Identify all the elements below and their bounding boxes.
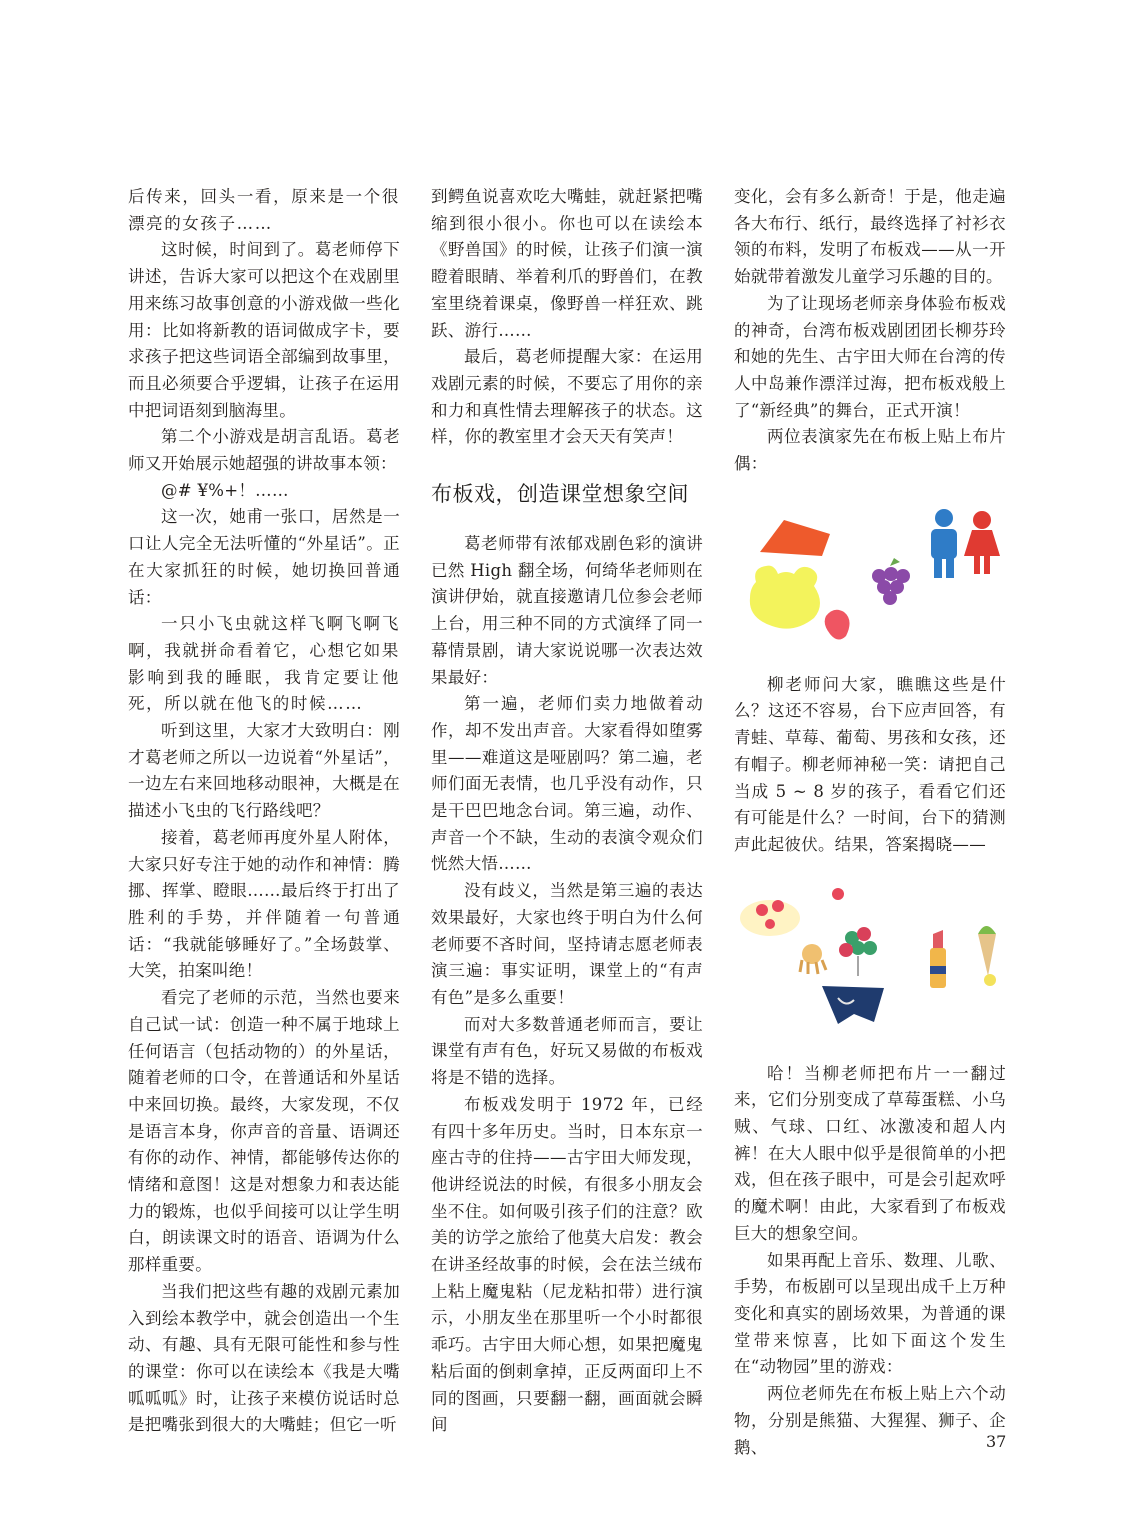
text-column-left [128,184,400,1439]
hat-felt-piece [760,520,830,556]
quoted-story: 一只小飞虫就这样飞啊飞啊飞啊，我就拼命看着它，心想它如果影响到我的睡眠，我肯定要让他死，所以就在他飞的时候…… [128,614,400,714]
squid-piece [800,944,826,974]
paragraph: 看完了老师的示范，当然也要来自己试一试：创造一种不属于地球上任何语言（包括动物的）的外星话，随着老师的口令，在普通话和外星话中来回切换。最终，大家发现，不仅是语言本身，你声音的音量、语调还有你的动作、神情，都能够传达你的情绪和意图！这是对想象力和表达能力的锻炼，也似乎间接可以让学生明白，朗读课文时的语音、语调为什么那样重要。 [128,988,400,1275]
paragraph: 没有歧义，当然是第三遍的表达效果最好，大家也终于明白为什么何老师要不吝时间，坚持请志愿老师表演三遍：事实证明，课堂上的“有声有色”是多么重要！ [431,881,703,1007]
paragraph: 第二个小游戏是胡言乱语。葛老师又开始展示她超强的讲故事本领： [128,427,400,474]
paragraph: 第一遍，老师们卖力地做着动作，却不发出声音。大家看得如堕雾里——难道这是哑剧吗？第二遍，老师们面无表情，也几乎没有动作，只是干巴巴地念台词。第三遍，动作、声音一个不缺，生动的表演令观众们恍然大悟…… [431,694,703,874]
paragraph: 接着，葛老师再度外星人附体，大家只好专注于她的动作和神情：腾挪、挥掌、瞪眼……最后终于打出了胜利的手势，并伴随着一句普通话：“我就能够睡好了。”全场鼓掌、大笑，拍案叫绝！ [128,827,400,981]
alien-speech: @# ¥%+！…… [161,480,289,500]
girl-felt-piece [964,511,1000,574]
lipstick-piece [930,930,946,988]
boy-felt-piece [931,509,957,578]
felt-puppets-image [734,494,1006,664]
flipped-puppets-illustration [734,874,1006,1049]
balloon-piece [832,888,877,976]
paragraph: 听到这里，大家才大致明白：刚才葛老师之所以一边说着“外星话”，一边左右来回地移动眼神，大概是在描述小飞虫的飞行路线吧？ [128,721,400,821]
paragraph: 变化，会有多么新奇！于是，他走遍各大布行、纸行，最终选择了衬衫衣领的布料，发明了布板戏——从一开始就带着激发儿童学习乐趣的目的。 [734,187,1006,287]
grapes-felt-piece [872,558,910,605]
paragraph: 布板戏发明于 1972 年，已经有四十多年历史。当时，日本东京一座古寺的住持——古宇田大师发现，他讲经说法的时候，有很多小朋友会坐不住。如何吸引孩子们的注意？欧美的访学之旅给了他莫大启发：教会在讲圣经故事的时候，会在法兰绒布上粘上魔鬼粘（尼龙粘扣带）进行演示，小朋友坐在那里听一个小时都很乖巧。古宇田大师心想，如果把魔鬼粘后面的倒刺拿掉，正反两面印上不同的图画，只要翻一翻，画面就会瞬间 [431,1094,703,1435]
paragraph: 如果再配上音乐、数理、儿歌、手势，布板剧可以呈现出成千上万种变化和真实的剧场效果，为普通的课堂带来惊喜，比如下面这个发生在“动物园”里的游戏： [734,1250,1006,1377]
ice-cream-piece [978,926,996,986]
paragraph: 而对大多数普通老师而言，要让课堂有声有色，好玩又易做的布板戏将是不错的选择。 [431,1014,703,1088]
paragraph: 后传来，回头一看，原来是一个很漂亮的女孩子…… [128,187,400,233]
section-heading: 布板戏，创造课堂想象空间 [431,482,689,507]
paragraph: 这一次，她甫一张口，居然是一口让人完全无法听懂的“外星话”。正在大家抓狂的时候，她切换回普通话： [128,507,400,607]
paragraph: 两位表演家先在布板上贴上布片偶： [734,427,1006,474]
paragraph: 柳老师问大家，瞧瞧这些是什么？这还不容易，台下应声回答，有青蛙、草莓、葡萄、男孩和女孩，还有帽子。柳老师神秘一笑：请把自己当成 5 ~ 8 岁的孩子，看看它们还有可能是什么？一时间，台下的猜测声此起彼伏。结果，答案揭晓—— [734,674,1006,854]
paragraph: 到鳄鱼说喜欢吃大嘴蛙，就赶紧把嘴缩到很小很小。你也可以在读绘本《野兽国》的时候，让孩子们演一演瞪着眼睛、举着利爪的野兽们，在教室里绕着课桌，像野兽一样狂欢、跳跃、游行…… [431,187,703,340]
paragraph: 最后，葛老师提醒大家：在运用戏剧元素的时候，不要忘了用你的亲和力和真性情去理解孩子的状态。这样，你的教室里才会天天有笑声！ [431,347,703,447]
flipped-puppets-image [734,874,1006,1049]
strawberry-cake-piece [740,900,800,936]
page-number: 37 [986,1432,1007,1451]
underpants-piece [822,986,884,1024]
text-column-right [734,184,1006,1461]
strawberry-felt-piece [825,609,850,639]
paragraph: 葛老师带有浓郁戏剧色彩的演讲已然 High 翻全场，何绮华老师则在演讲伊始，就直接邀请几位参会老师上台，用三种不同的方式演绎了同一幕情景剧，请大家说说哪一次表达效果最好： [431,534,703,687]
frog-felt-piece [750,565,820,628]
paragraph: 两位老师先在布板上贴上六个动物，分别是熊猫、大猩猩、狮子、企鹅、 [734,1384,1006,1457]
felt-puppets-illustration [734,494,1006,664]
paragraph: 这时候，时间到了。葛老师停下讲述，告诉大家可以把这个在戏剧里用来练习故事创意的小游戏做一些化用：比如将新教的语词做成字卡，要求孩子把这些词语全部编到故事里，而且必须要合乎逻辑，让孩子在运用中把词语刻到脑海里。 [128,240,400,420]
paragraph: 为了让现场老师亲身体验布板戏的神奇，台湾布板戏剧团团长柳芬玲和她的先生、古宇田大师在台湾的传人中岛兼作漂洋过海，把布板戏般上了“新经典”的舞台，正式开演！ [734,293,1006,420]
paragraph: 当我们把这些有趣的戏剧元素加入到绘本教学中，就会创造出一个生动、有趣、具有无限可能性和参与性的课堂：你可以在读绘本《我是大嘴呱呱呱》时，让孩子来模仿说话时总是把嘴张到很大的大嘴蛙；但它一听 [128,1281,400,1435]
paragraph: 哈！当柳老师把布片一一翻过来，它们分别变成了草莓蛋糕、小乌贼、气球、口红、冰激凌和超人内裤！在大人眼中似乎是很简单的小把戏，但在孩子眼中，可是会引起欢呼的魔术啊！由此，大家看到了布板戏巨大的想象空间。 [734,1063,1006,1243]
text-column-middle [431,184,703,1439]
